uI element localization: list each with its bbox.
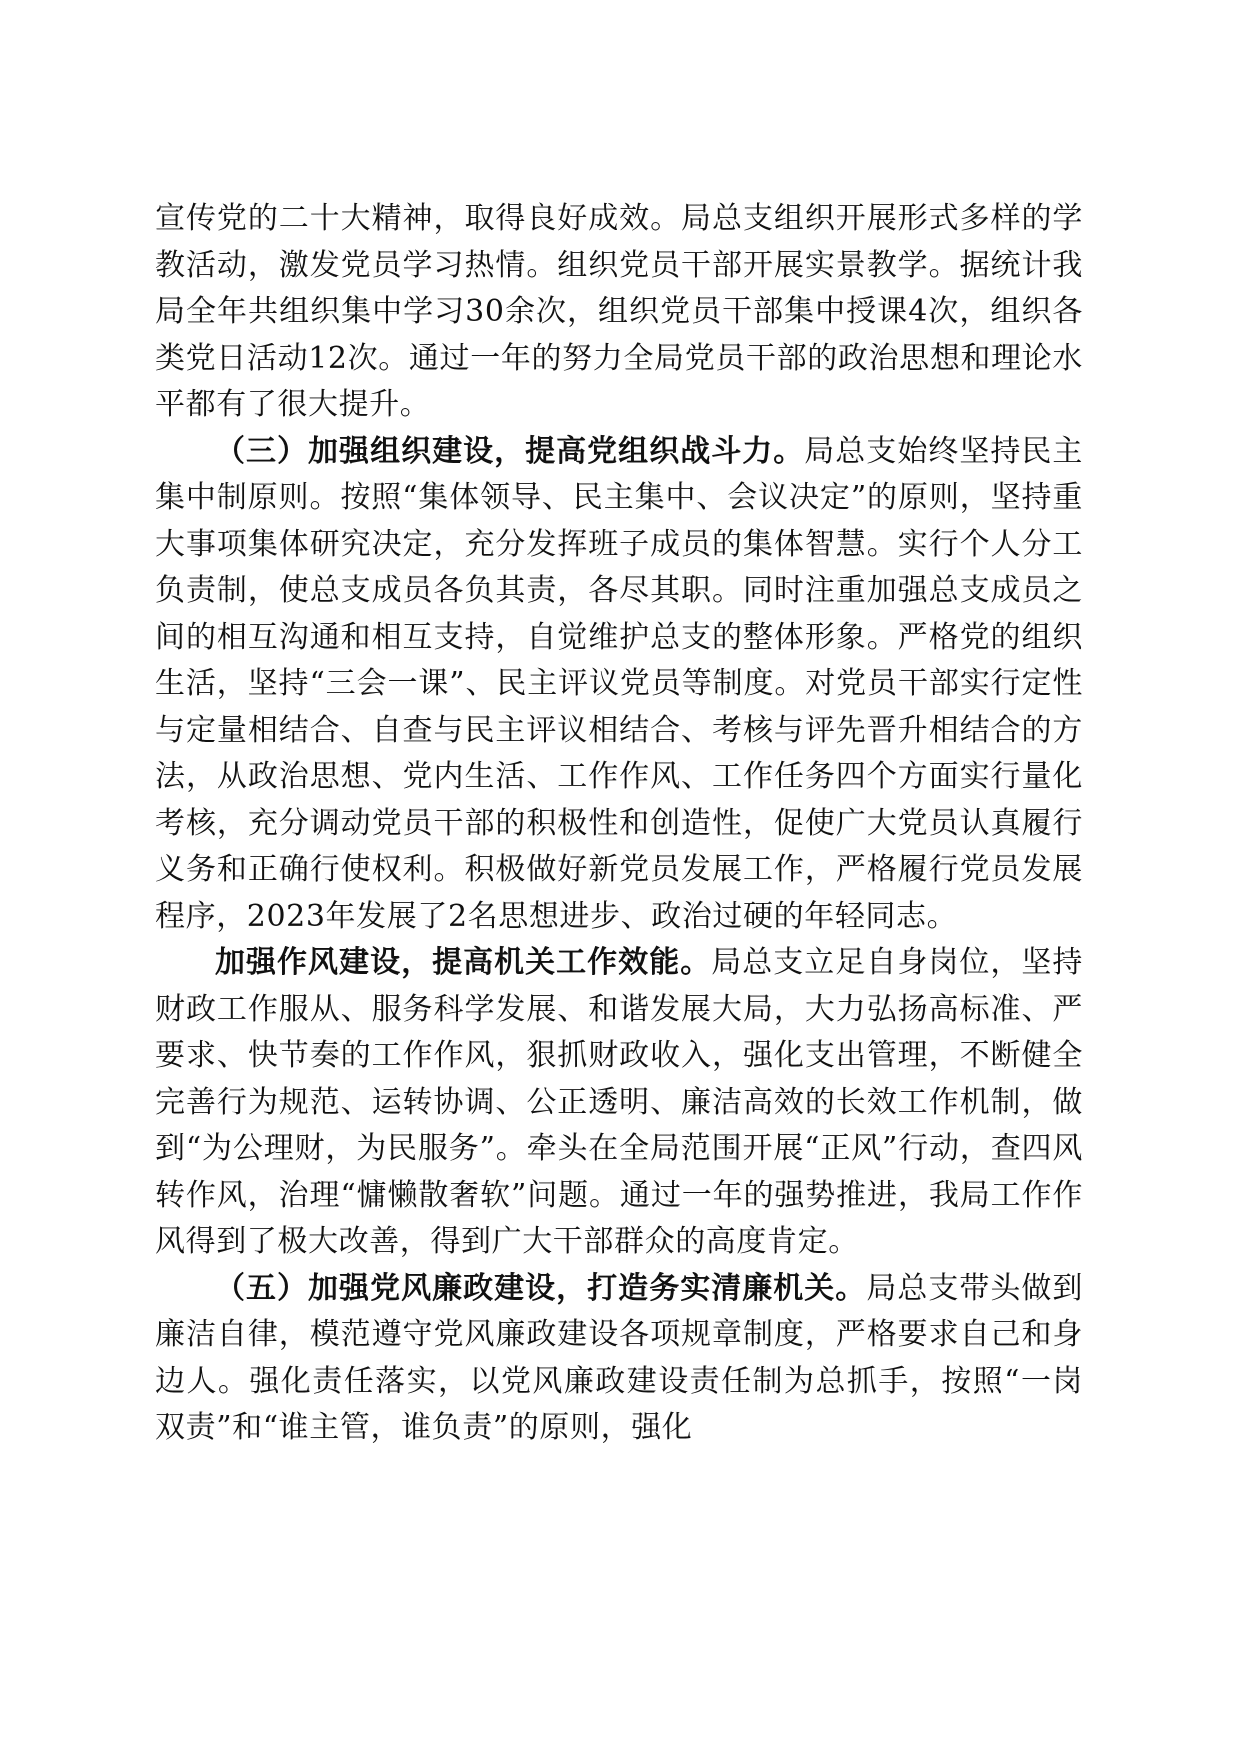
paragraph-text: 宣传党的二十大精神，取得良好成效。局总支组织开展形式多样的学教活动，激发党员学习热情。组织党员干部开展实景教学。据统计我局全年共组织集中学习30余次，组织党员干部集中授课4次，组织各类党日活动12次。通过一年的努力全局党员干部的政治思想和理论水平都有了很大提升。 bbox=[155, 201, 1083, 422]
paragraph-text: 局总支立足自身岗位，坚持财政工作服从、服务科学发展、和谐发展大局，大力弘扬高标准、严要求、快节奏的工作作风，狠抓财政收入，强化支出管理，不断健全完善行为规范、运转协调、公正透明、廉洁高效的长效工作机制，做到“为公理财，为民服务”。牵头在全局范围开展“正风”行动，查四风转作风，治理“慵懒散奢软”问题。通过一年的强势推进，我局工作作风得到了极大改善，得到广大干部群众的高度肯定。 bbox=[155, 945, 1083, 1259]
section-heading-organization: （三）加强组织建设，提高党组织战斗力。 bbox=[215, 433, 805, 469]
paragraph-text: 局总支始终坚持民主集中制原则。按照“集体领导、民主集中、会议决定”的原则，坚持重大事项集体研究决定，充分发挥班子成员的集体智慧。实行个人分工负责制，使总支成员各负其责，各尽其职。同时注重加强总支成员之间的相互沟通和相互支持，自觉维护总支的整体形象。严格党的组织生活，坚持“三会一课”、民主评议党员等制度。对党员干部实行定性与定量相结合、自查与民主评议相结合、考核与评先晋升相结合的方法，从政治思想、党内生活、工作作风、工作任务四个方面实行量化考核，充分调动党员干部的积极性和创造性，促使广大党员认真履行义务和正确行使权利。积极做好新党员发展工作，严格履行党员发展程序，2023年发展了2名思想进步、政治过硬的年轻同志。 bbox=[155, 433, 1083, 934]
paragraph-study-activities bbox=[155, 196, 1083, 429]
paragraph-organization-building bbox=[155, 429, 1083, 941]
section-heading-integrity: （五）加强党风廉政建设，打造务实清廉机关。 bbox=[215, 1270, 867, 1306]
section-heading-work-style: 加强作风建设，提高机关工作效能。 bbox=[215, 945, 712, 980]
paragraph-text: 局总支带头做到廉洁自律，模范遵守党风廉政建设各项规章制度，严格要求自己和身边人。强化责任落实，以党风廉政建设责任制为总抓手，按照“一岗双责”和“谁主管，谁负责”的原则，强化 bbox=[155, 1270, 1083, 1445]
paragraph-integrity bbox=[155, 1266, 1083, 1452]
paragraph-work-style bbox=[155, 940, 1083, 1266]
document-page bbox=[155, 196, 1083, 1452]
